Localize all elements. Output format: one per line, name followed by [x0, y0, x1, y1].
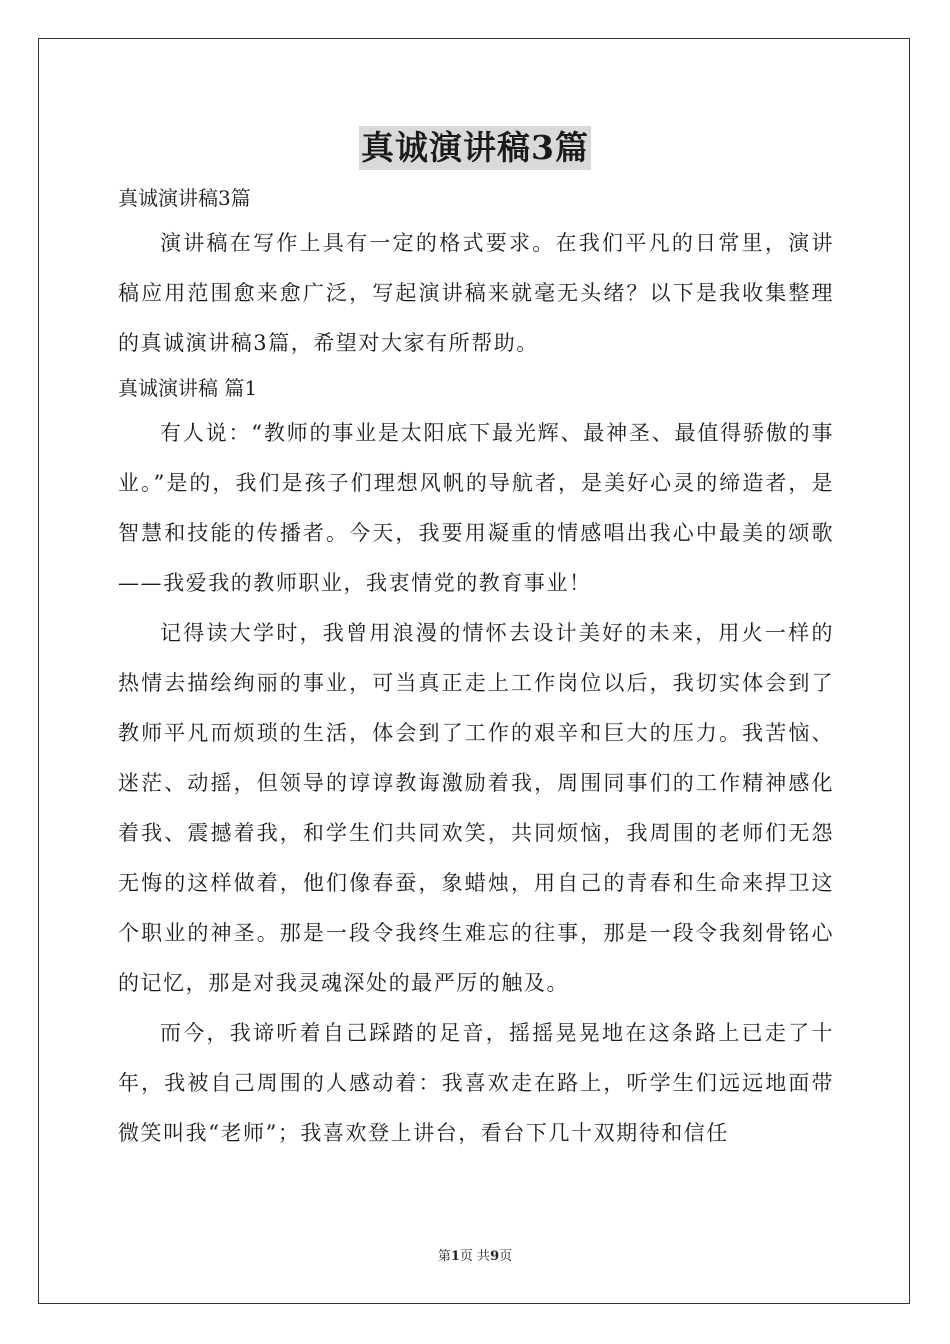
footer-suffix: 页	[499, 1249, 513, 1264]
footer-total-pages: 9	[490, 1249, 500, 1264]
section-heading: 真诚演讲稿 篇1	[118, 376, 258, 400]
body-paragraph-2: 记得读大学时，我曾用浪漫的情怀去设计美好的未来，用火一样的热情去描绘绚丽的事业，可当真正走上工作岗位以后，我切实体会到了教师平凡而烦琐的生活，体会到了工作的艰辛和巨大的压力。我苦恼、迷茫、动摇，但领导的谆谆教诲激励着我，周围同事们的工作精神感化着我、震撼着我，和学生们共同欢笑，共同烦恼，我周围的老师们无怨无悔的这样做着，他们像春蚕，象蜡烛，用自己的青春和生命来捍卫这个职业的神圣。那是一段令我终生难忘的往事，那是一段令我刻骨铭心的记忆，那是对我灵魂深处的最严厉的触及。	[118, 621, 834, 995]
title-container	[0, 126, 950, 170]
body-paragraph-1: 有人说：“教师的事业是太阳底下最光辉、最神圣、最值得骄傲的事业。”是的，我们是孩子们理想风帆的导航者，是美好心灵的缔造者，是智慧和技能的传播者。今天，我要用凝重的情感唱出我心中最美的颂歌——我爱我的教师职业，我衷情党的教育事业！	[118, 421, 834, 595]
footer-current-page: 1	[450, 1249, 460, 1264]
document-subtitle: 真诚演讲稿3篇	[118, 186, 251, 210]
body-paragraph-3: 而今，我谛听着自己踩踏的足音，摇摇晃晃地在这条路上已走了十年，我被自己周围的人感动着：我喜欢走在路上，听学生们远远地面带微笑叫我“老师”；我喜欢登上讲台，看台下几十双期待和信任	[118, 1021, 834, 1145]
document-title: 真诚演讲稿3篇	[359, 126, 591, 170]
footer-prefix: 第	[437, 1249, 451, 1264]
footer-mid: 页 共	[459, 1249, 491, 1264]
document-body	[118, 178, 834, 1158]
intro-paragraph: 演讲稿在写作上具有一定的格式要求。在我们平凡的日常里，演讲稿应用范围愈来愈广泛，写起演讲稿来就毫无头绪？以下是我收集整理的真诚演讲稿3篇，希望对大家有所帮助。	[118, 231, 834, 355]
page-footer	[0, 1248, 950, 1266]
